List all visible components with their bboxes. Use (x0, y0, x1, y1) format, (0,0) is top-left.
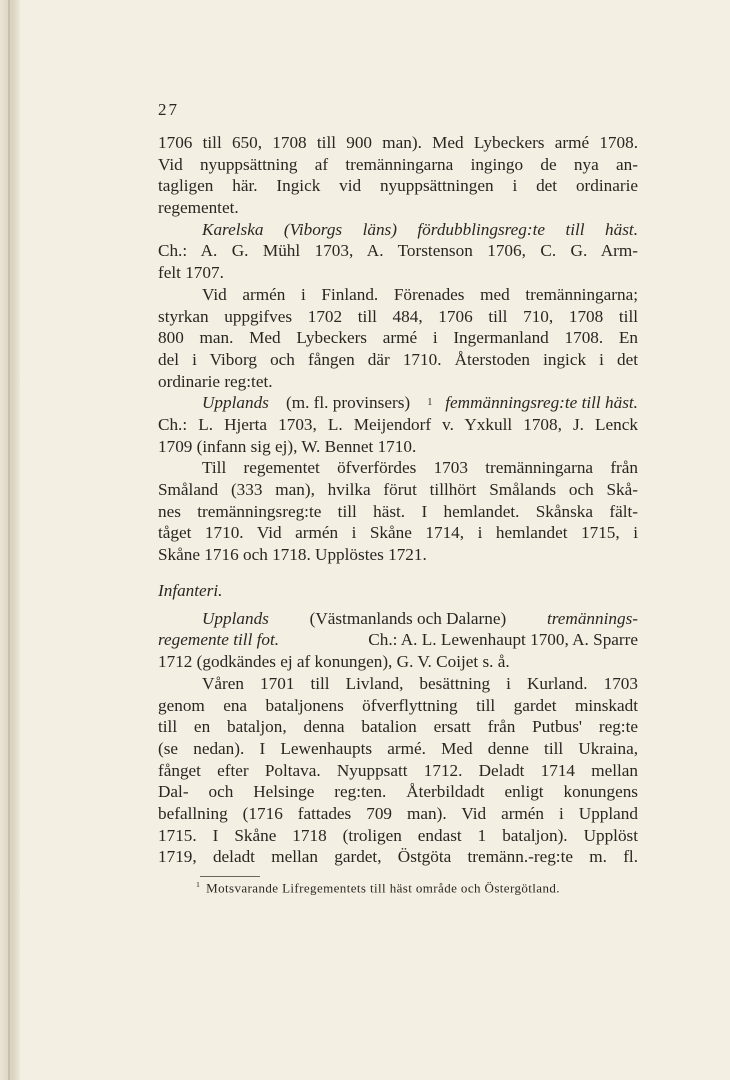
book-spine-edge (0, 0, 20, 1080)
text-line-content: Infanteri. (158, 580, 223, 600)
text-line (158, 544, 638, 566)
text-line-content: ordinarie reg:tet. (158, 371, 273, 391)
text-line-content: (se nedan). I Lewenhaupts armé. Med denne till Ukraina, (158, 738, 638, 758)
text-line (158, 240, 638, 262)
text-line-content: 1712 (godkändes ej af konungen), G. V. Coijet s. å. (158, 652, 510, 672)
text-fragment: tremännings- (546, 608, 638, 628)
text-line-content: Småland (333 man), hvilka förut tillhört Smålands och Skå- (158, 480, 638, 499)
text-line-content: Ch.: L. Hjerta 1703, L. Meijendorf v. Yxkull 1708, J. Lenck (158, 414, 638, 434)
footnote-marker: 1 (196, 880, 201, 889)
text-line (158, 479, 638, 501)
text-line (158, 695, 638, 717)
text-line-content: nes tremänningsreg:te till häst. I hemlandet. Skånska fält- (158, 501, 638, 521)
text-line (158, 608, 638, 630)
text-fragment: Ch.: A. L. Lewenhaupt 1700, A. Sparre (364, 630, 638, 650)
text-line-content: Karelska (Viborgs läns) fördubblingsreg:te till häst. (202, 219, 638, 239)
text-line-content: Vid armén i Finland. Förenades med tremänningarna; (202, 284, 638, 304)
text-line-content: 1715. I Skåne 1718 (troligen endast 1 bataljon). Upplöst (158, 825, 638, 845)
text-line (158, 392, 638, 414)
text-line-content: genom ena bataljonens öfverflyttning till gardet minskadt (158, 695, 638, 715)
text-line-content: Våren 1701 till Livland, besättning i Kurland. 1703 (202, 673, 638, 693)
text-line-content: tåget 1710. Vid armén i Skåne 1714, i hemlandet 1715, i (158, 523, 638, 543)
text-line (158, 651, 638, 673)
text-line (158, 501, 638, 523)
text-line (158, 414, 638, 436)
text-line-content: befallning (1716 fattades 709 man). Vid armén i Uppland (158, 803, 638, 823)
text-line (158, 846, 638, 868)
text-line-content: felt 1707. (158, 263, 224, 283)
text-line (158, 219, 638, 241)
text-line-content: tagligen här. Ingick vid nyuppsättningen i det ordinarie (158, 176, 638, 196)
text-line-content: Till regementet öfverfördes 1703 tremänningarna från (202, 458, 638, 478)
text-fragment: regemente till fot. (158, 630, 280, 650)
spine-fold-line (8, 0, 10, 1080)
text-line (158, 825, 638, 847)
text-line-content: Dal- och Helsinge reg:ten. Återbildadt enligt konungens (158, 782, 638, 802)
page-number: 27 (158, 100, 179, 119)
text-line-content: 1719, deladt mellan gardet, Östgöta tremänn.-reg:te m. fl. (158, 847, 638, 867)
text-fragment: 1 (427, 397, 433, 409)
text-line (158, 175, 638, 197)
footnote-rule (200, 876, 260, 877)
text-line (158, 781, 638, 803)
text-line (158, 132, 638, 154)
text-line (158, 262, 638, 284)
text-line-content (202, 392, 638, 414)
text-line-content: regementet. (158, 198, 239, 218)
text-line-content: styrkan uppgifves 1702 till 484, 1706 till 710, 1708 till (158, 306, 638, 326)
text-line-content: 1706 till 650, 1708 till 900 man). Med Lybeckers armé 1708. (158, 133, 638, 152)
text-line-content: fånget efter Poltava. Nyuppsatt 1712. Deladt 1714 mellan (158, 760, 638, 780)
text-fragment: (Västmanlands och Dalarne) (305, 608, 511, 628)
text-line (158, 738, 638, 760)
text-line (158, 457, 638, 479)
body-text (158, 132, 638, 868)
text-line (158, 154, 638, 176)
text-line (158, 371, 638, 393)
footnote-text: Motsvarande Lifregementets till häst område och Östergötland. (206, 880, 560, 896)
text-line-content: 1709 (infann sig ej), W. Bennet 1710. (158, 436, 417, 456)
text-line-content: Ch.: A. G. Mühl 1703, A. Torstenson 1706, C. G. Arm- (158, 241, 638, 261)
footnote (196, 880, 560, 896)
text-line (158, 436, 638, 458)
text-line-content: Skåne 1716 och 1718. Upplöstes 1721. (158, 545, 427, 565)
text-fragment: Upplands (202, 608, 269, 628)
text-line (158, 522, 638, 544)
text-line-content (158, 629, 638, 651)
text-line (158, 306, 638, 328)
text-line-content: Vid nyuppsättning af tremänningarna ingingo de nya an- (158, 154, 638, 174)
text-line (158, 760, 638, 782)
text-line (158, 803, 638, 825)
text-line (158, 284, 638, 306)
text-fragment: femmänningsreg:te till häst. (445, 393, 638, 413)
text-line (158, 673, 638, 695)
text-line (158, 349, 638, 371)
text-fragment: (m. fl. provinsers) (281, 393, 415, 413)
text-line-content: del i Viborg och fången där 1710. Återstoden ingick i det (158, 349, 638, 369)
text-line (158, 566, 638, 602)
text-line-content: 800 man. Med Lybeckers armé i Ingermanland 1708. En (158, 328, 638, 348)
text-line (158, 327, 638, 349)
text-fragment: Upplands (202, 393, 269, 413)
text-line-content: till en bataljon, denna batalion ersatt från Putbus' reg:te (158, 717, 638, 737)
text-line-content (202, 608, 638, 630)
text-line (158, 197, 638, 219)
text-line (158, 716, 638, 738)
text-line (158, 629, 638, 651)
